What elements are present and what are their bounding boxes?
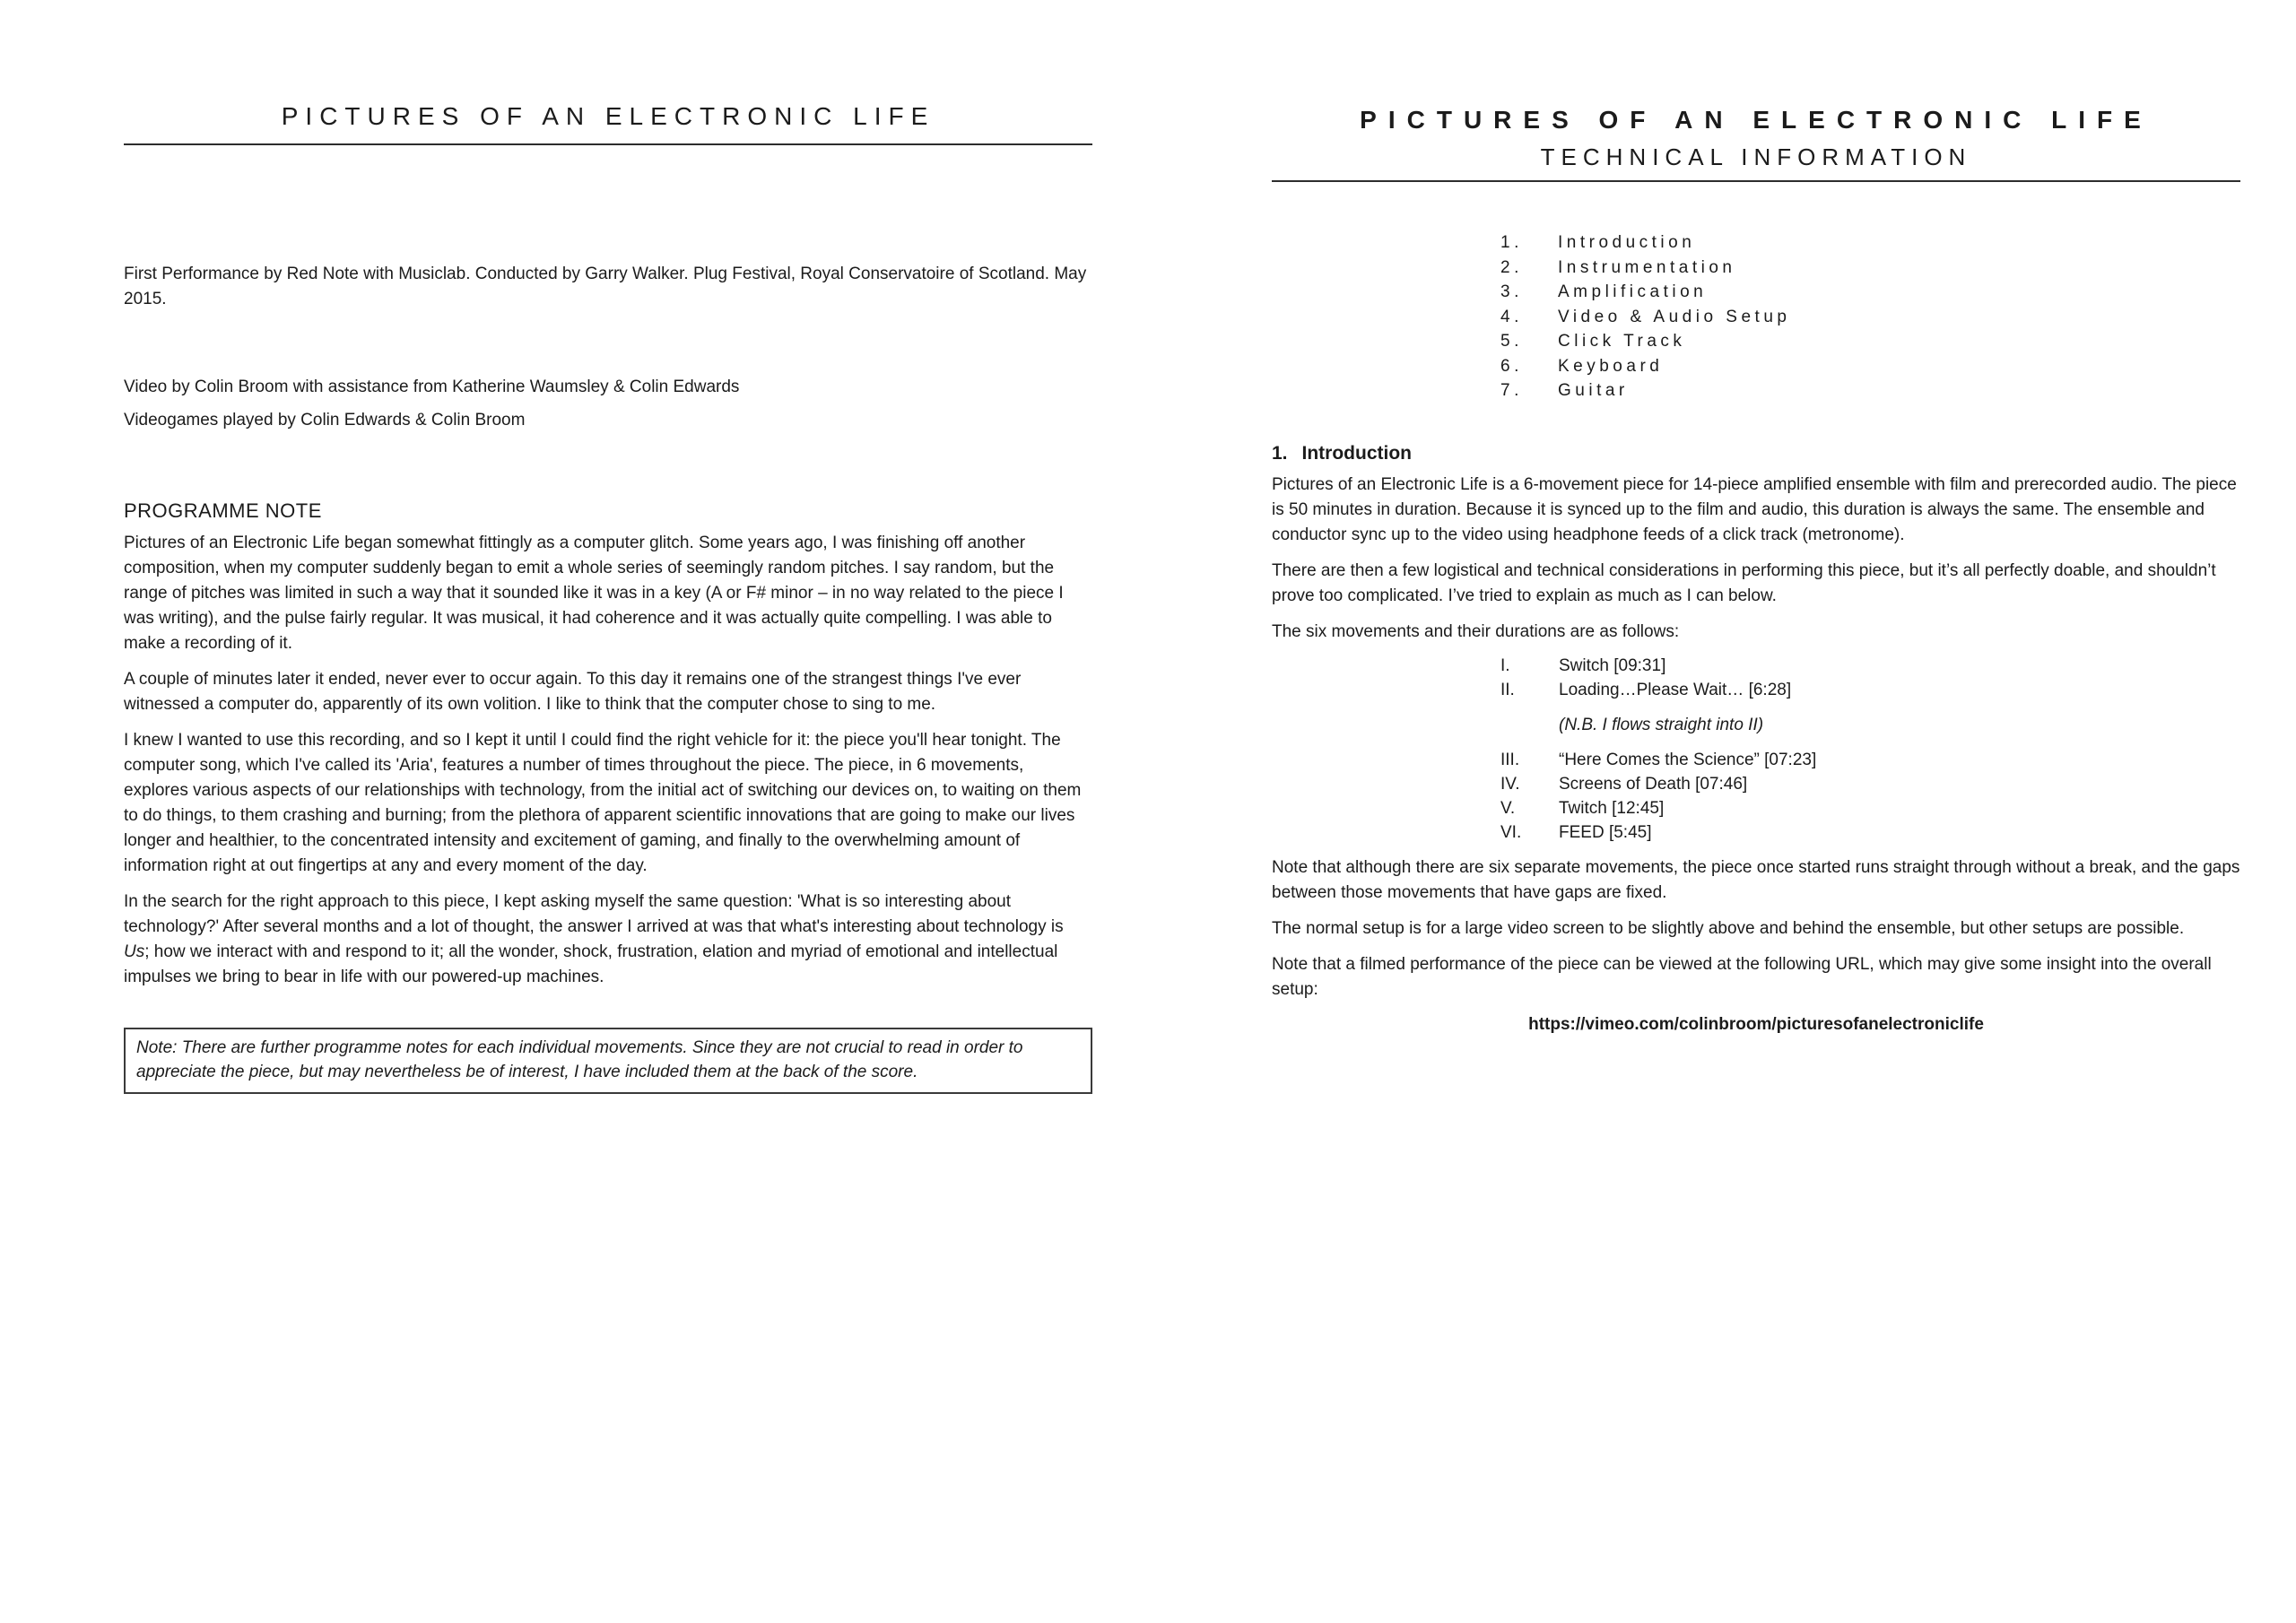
premiere-note: First Performance by Red Note with Musiclab. Conducted by Garry Walker. Plug Festival, Royal Conservatoire of Scotland. May 2015.	[124, 265, 1087, 308]
video-credit: Video by Colin Broom with assistance from Katherine Waumsley & Colin Edwards	[124, 378, 740, 396]
movement-label: FEED [5:45]	[1559, 822, 1652, 842]
toc-number: 6.	[1500, 356, 1523, 376]
toc-label: Click Track	[1558, 332, 1686, 351]
toc-item-amplification	[1500, 280, 2240, 305]
movement-list	[1272, 654, 2240, 845]
left-page-header	[124, 102, 1092, 145]
toc-number: 1.	[1500, 233, 1523, 252]
movement-numeral: IV.	[1500, 774, 1520, 794]
movement-item-feed	[1500, 820, 2240, 845]
closing-paragraph-3: Note that a filmed performance of the piece can be viewed at the following URL, which may give some insight into the overall setup:	[1272, 954, 2212, 999]
toc-item-click-track	[1500, 329, 2240, 354]
toc-label: Amplification	[1558, 282, 1708, 301]
movement-label: Switch [09:31]	[1559, 655, 1666, 675]
note-box	[124, 1028, 1092, 1094]
right-page-title: PICTURES OF AN ELECTRONIC LIFE	[1360, 106, 2152, 134]
toc-label: Video & Audio Setup	[1558, 307, 1791, 326]
paragraph-4-text-after: ; how we interact with and respond to it; all the wonder, shock, frustration, elation and myriad of emotional and intellectual impulses we bring to bear in life with our powered-up machines.	[124, 942, 1058, 986]
table-of-contents	[1500, 230, 2240, 404]
right-page	[1272, 0, 2240, 1052]
movement-label: Loading…Please Wait… [6:28]	[1559, 680, 1792, 699]
introduction-paragraph-2: There are then a few logistical and technical considerations in performing this piece, but it’s all perfectly doable, and shouldn’t prove too complicated. I’ve tried to explain as much as I can below.	[1272, 560, 2216, 605]
movement-numeral: VI.	[1500, 822, 1522, 842]
movement-item-switch	[1500, 654, 2240, 678]
movement-item-loading	[1500, 678, 2240, 702]
section-number: 1.	[1272, 442, 1288, 464]
toc-item-guitar	[1500, 378, 2240, 404]
closing-paragraph-1: Note that although there are six separate movements, the piece once started runs straight through without a break, and the gaps between those movements that have gaps are fixed.	[1272, 857, 2240, 902]
toc-item-video-audio-setup	[1500, 305, 2240, 330]
toc-label: Guitar	[1558, 381, 1629, 400]
toc-label: Instrumentation	[1558, 257, 1736, 277]
introduction-paragraph-3: The six movements and their durations are as follows:	[1272, 621, 1680, 641]
toc-item-keyboard	[1500, 354, 2240, 379]
movement-item-twitch	[1500, 796, 2240, 820]
toc-number: 3.	[1500, 282, 1523, 301]
programme-note-paragraph-1: Pictures of an Electronic Life began somewhat fittingly as a computer glitch. Some years ago, I was finishing off another composition, when my computer suddenly began to emit a whole series of seemingly random pitches. I say random, but the range of pitches was limited in such a way that it sounded like it was in a key (A or F# minor – in no way related to the piece I was writing), and the pulse fairly regular. It was musical, it had coherence and it was actually quite compelling. I was able to make a recording of it.	[124, 534, 1064, 653]
movement-item-here-comes-the-science	[1500, 748, 2240, 772]
closing-paragraph-2: The normal setup is for a large video screen to be slightly above and behind the ensemble, but other setups are possible.	[1272, 918, 2185, 938]
movement-label: “Here Comes the Science” [07:23]	[1559, 750, 1817, 769]
movement-numeral: II.	[1500, 680, 1515, 699]
movement-label: Screens of Death [07:46]	[1559, 774, 1748, 794]
section-label: Introduction	[1301, 442, 1412, 464]
movement-numeral: I.	[1500, 655, 1510, 675]
toc-number: 5.	[1500, 332, 1523, 351]
programme-note-heading: PROGRAMME NOTE	[124, 499, 322, 522]
section-heading-introduction	[1272, 443, 2240, 464]
note-box-text: Note: There are further programme notes for each individual movements. Since they are not crucial to read in order to appreciate the piece, but may nevertheless be of interest, I have included them at the back of the score.	[136, 1038, 1023, 1081]
nb-note: (N.B. I flows straight into II)	[1559, 715, 1764, 734]
toc-item-instrumentation	[1500, 256, 2240, 281]
left-page	[124, 0, 1092, 1094]
movement-numeral: V.	[1500, 798, 1516, 818]
toc-number: 7.	[1500, 381, 1523, 400]
toc-number: 4.	[1500, 307, 1523, 326]
programme-note-paragraph-3: I knew I wanted to use this recording, and so I kept it until I could find the right vehicle for it: the piece you'll hear tonight. The computer song, which I've called its 'Aria', features a number of times throughout the piece. The piece, in 6 movements, explores various aspects of our relationships with technology, from the initial act of switching our devices on, to waiting on them to do things, to them crashing and burning; from the plethora of apparent scientific innovations that are going to make our lives longer and healthier, to the concentrated intensity and excitement of gaming, and finally to the overwhelming amount of information right at out fingertips at any and every moment of the day.	[124, 731, 1082, 875]
toc-label: Introduction	[1558, 233, 1696, 252]
paragraph-4-italic-word: Us	[124, 942, 145, 961]
toc-number: 2.	[1500, 257, 1523, 277]
toc-label: Keyboard	[1558, 356, 1664, 376]
movement-item-screens-of-death	[1500, 772, 2240, 796]
vimeo-url-link[interactable]: https://vimeo.com/colinbroom/picturesofanelectroniclife	[1528, 1014, 1984, 1034]
introduction-paragraph-1: Pictures of an Electronic Life is a 6-movement piece for 14-piece amplified ensemble with film and prerecorded audio. The piece is 50 minutes in duration. Because it is synced up to the film and audio, this duration is always the same. The ensemble and conductor sync up to the video using headphone feeds of a click track (metronome).	[1272, 474, 2237, 544]
programme-note-paragraph-2: A couple of minutes later it ended, never ever to occur again. To this day it remains one of the strangest things I've ever witnessed a computer do, apparently of its own volition. I like to think that the computer chose to sing to me.	[124, 670, 1022, 714]
movement-numeral: III.	[1500, 750, 1520, 769]
paragraph-4-text-before: In the search for the right approach to this piece, I kept asking myself the same question: 'What is so interesting about technology?' After several months and a lot of thought, the answer I arrived at was that what's interesting about technology is	[124, 892, 1064, 936]
videogames-credit: Videogames played by Colin Edwards & Colin Broom	[124, 411, 526, 430]
toc-item-introduction	[1500, 230, 2240, 256]
right-page-header	[1272, 106, 2240, 182]
right-page-subtitle: TECHNICAL INFORMATION	[1540, 143, 1972, 170]
left-page-title: PICTURES OF AN ELECTRONIC LIFE	[281, 102, 935, 130]
movement-label: Twitch [12:45]	[1559, 798, 1665, 818]
programme-note-paragraph-4	[124, 890, 1092, 990]
